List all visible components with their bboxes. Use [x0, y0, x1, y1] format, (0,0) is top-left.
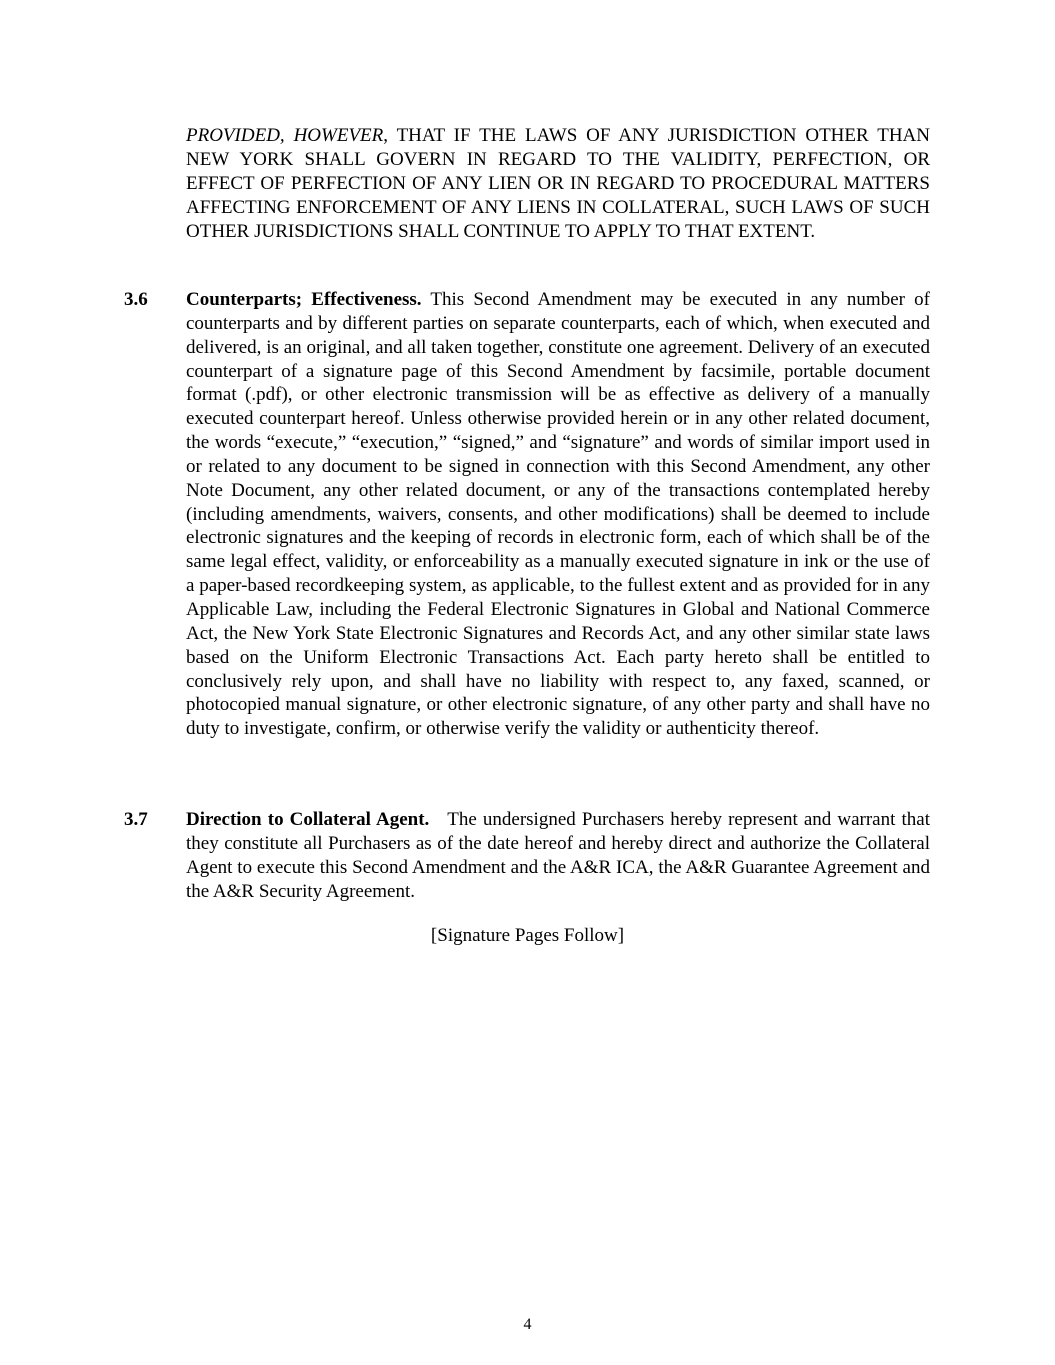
governing-law-proviso	[186, 124, 930, 244]
section-text: The undersigned Purchasers hereby represent and warrant that they constitute all Purchasers as of the date hereof and hereby direct and authorize the Collateral Agent to execute this Second Amendment and the A&R ICA, the A&R Guarantee Agreement and the A&R Security Agreement.	[186, 809, 935, 902]
signature-pages-follow-note: [Signature Pages Follow]	[430, 925, 625, 946]
proviso-italic-lead: PROVIDED, HOWEVER	[186, 125, 384, 146]
section-number: 3.7	[124, 809, 148, 830]
section-3-7	[124, 808, 935, 903]
section-heading: Direction to Collateral Agent.	[186, 809, 430, 830]
section-number: 3.6	[124, 289, 148, 310]
section-body	[186, 808, 935, 903]
section-heading: Counterparts; Effectiveness.	[186, 289, 422, 310]
proviso-text: , THAT IF THE LAWS OF ANY JURISDICTION OTHER THAN NEW YORK SHALL GOVERN IN REGARD TO THE VALIDITY, PERFECTION, OR EFFECT OF PERFECTION OF ANY LIEN OR IN REGARD TO PROCEDURAL MATTERS AFFECTING ENFORCEMENT OF ANY LIENS IN COLLATERAL, SUCH LAWS OF SUCH OTHER JURISDICTIONS SHALL CONTINUE TO APPLY TO THAT EXTENT.	[186, 125, 930, 242]
section-body	[186, 288, 930, 741]
page-number: 4	[523, 1316, 532, 1333]
section-text: This Second Amendment may be executed in any number of counterparts and by different parties on separate counterparts, each of which, when executed and delivered, is an original, and all taken together, constitute one agreement. Delivery of an executed counterpart of a signature page of this Second Amendment by facsimile, portable document format (.pdf), or other electronic transmission will be as effective as delivery of a manually executed counterpart hereof. Unless otherwise provided herein or in any other related document, the words “execute,” “execution,” “signed,” and “signature” and words of similar import used in or related to any document to be signed in connection with this Second Amendment, any other Note Document, any other related document, or any of the transactions contemplated hereby (including amendments, waivers, consents, and other modifications) shall be deemed to include electronic signatures and the keeping of records in electronic form, each of which shall be of the same legal effect, validity, or enforceability as a manually executed signature in ink or the use of a paper-based recordkeeping system, as applicable, to the fullest extent and as provided for in any Applicable Law, including the Federal Electronic Signatures in Global and National Commerce Act, the New York State Electronic Signatures and Records Act, and any other similar state laws based on the Uniform Electronic Transactions Act. Each party hereto shall be entitled to conclusively rely upon, and shall have no liability with respect to, any faxed, scanned, or photocopied manual signature, or other electronic signature, of any other party and shall have no duty to investigate, confirm, or otherwise verify the validity or authenticity thereof.	[186, 289, 930, 740]
section-3-6	[124, 288, 930, 741]
